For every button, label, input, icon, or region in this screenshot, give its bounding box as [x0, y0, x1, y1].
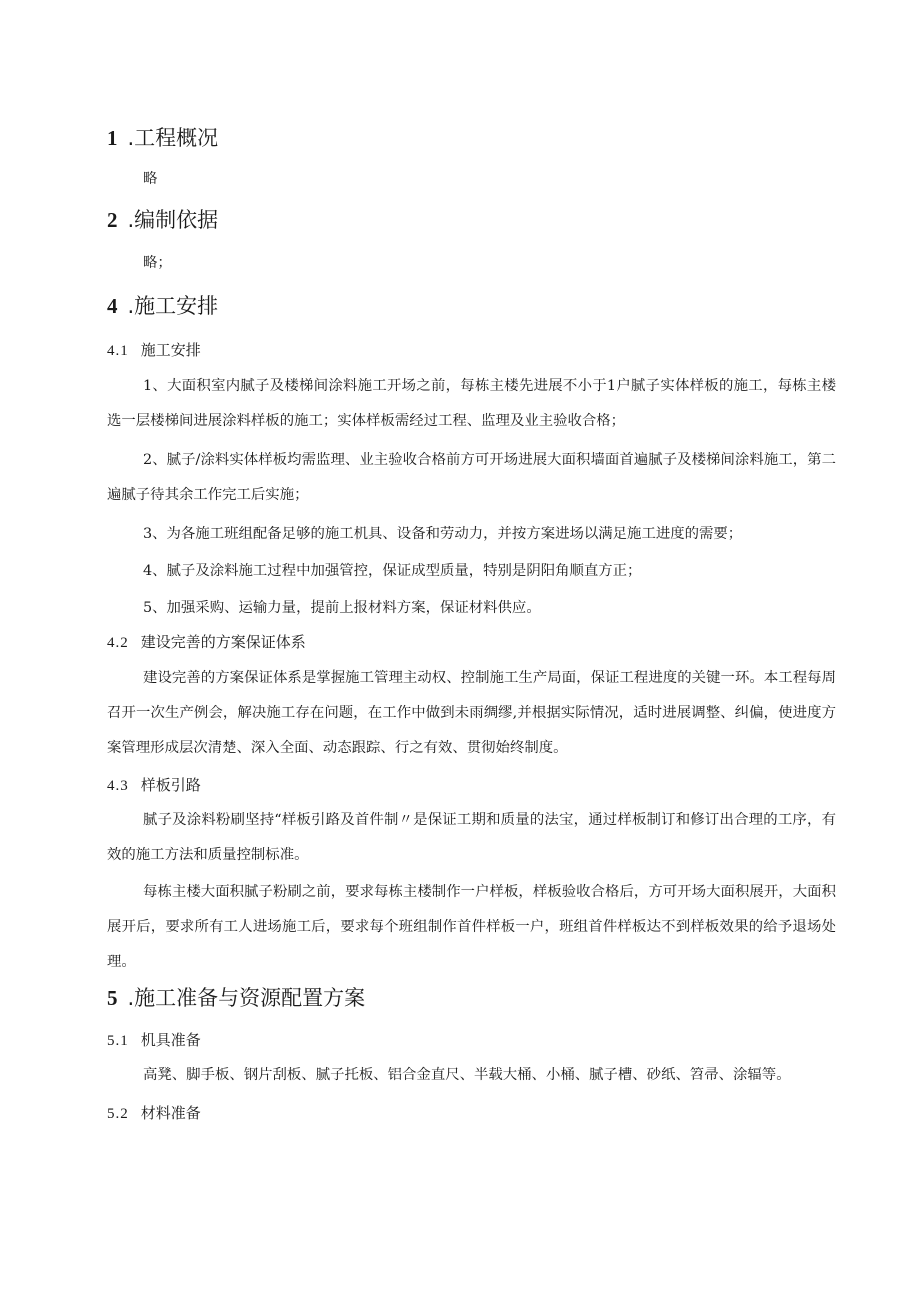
- subsection-5-2-heading: [107, 1103, 201, 1124]
- section-title: .施工准备与资源配置方案: [127, 986, 366, 1010]
- section-number: 1: [107, 126, 118, 150]
- subsection-number: 5.1: [107, 1033, 129, 1049]
- section-1-body: 略: [143, 171, 158, 187]
- section-4-heading: [107, 292, 218, 320]
- section-title: .工程概况: [127, 126, 219, 150]
- section-number: 2: [107, 208, 118, 232]
- paragraph-4-1-5: 5、加强采购、运输力量，提前上报材料方案，保证材料供应。: [143, 600, 541, 616]
- section-5-heading: [107, 984, 365, 1012]
- paragraph-4-1-1: 1、大面积室内腻子及楼梯间涂料施工开场之前，每栋主楼先进展不小于1户腻子实体样板的施工，每栋主楼选一层楼梯间进展涂料样板的施工；实体样板需经过工程、监理及业主验收合格；: [107, 378, 836, 429]
- subsection-title: 建设完善的方案保证体系: [140, 633, 306, 651]
- subsection-number: 4.1: [107, 343, 129, 359]
- paragraph-4-2-1: 建设完善的方案保证体系是掌握施工管理主动权、控制施工生产局面，保证工程进度的关键一环。本工程每周召开一次生产例会，解决施工存在问题，在工作中做到未雨绸缪,并根据实际情况，适时进展调整、纠偏，使进度方案管理形成层次清楚、深入全面、动态跟踪、行之有效、贯彻始终制度。: [107, 670, 836, 756]
- paragraph-4-1-3: 3、为各施工班组配备足够的施工机具、设备和劳动力，并按方案进场以满足施工进度的需要；: [143, 526, 743, 542]
- subsection-number: 4.3: [107, 778, 129, 794]
- section-number: 4: [107, 294, 118, 318]
- section-2-body: 略；: [143, 255, 172, 271]
- subsection-4-3-heading: [107, 775, 201, 796]
- section-title: .编制依据: [127, 208, 219, 232]
- paragraph-5-1-1: 高凳、脚手板、钢片刮板、腻子托板、铝合金直尺、半载大桶、小桶、腻子槽、砂纸、笤帚、涂辐等。: [143, 1067, 791, 1083]
- paragraph-4-3-1: 腻子及涂料粉刷坚持“样板引路及首件制〃是保证工期和质量的法宝，通过样板制订和修订出合理的工序，有效的施工方法和质量控制标准。: [107, 812, 836, 863]
- section-title: .施工安排: [127, 294, 219, 318]
- paragraph-4-1-2: 2、腻子/涂料实体样板均需监理、业主验收合格前方可开场进展大面积墙面首遍腻子及楼梯间涂料施工，第二遍腻子待其余工作完工后实施；: [107, 452, 836, 503]
- subsection-title: 施工安排: [140, 341, 201, 359]
- section-number: 5: [107, 986, 118, 1010]
- section-1-heading: [107, 124, 218, 152]
- subsection-title: 机具准备: [140, 1031, 201, 1049]
- subsection-number: 5.2: [107, 1106, 129, 1122]
- section-2-heading: [107, 206, 218, 234]
- subsection-title: 样板引路: [140, 776, 201, 794]
- paragraph-4-3-2: 每栋主楼大面积腻子粉刷之前，要求每栋主楼制作一户样板，样板验收合格后，方可开场大面积展开，大面积展开后，要求所有工人进场施工后，要求每个班组制作首件样板一户，班组首件样板达不到样板效果的给予退场处理。: [107, 884, 836, 970]
- subsection-5-1-heading: [107, 1030, 201, 1051]
- subsection-title: 材料准备: [140, 1104, 201, 1122]
- subsection-4-2-heading: [107, 632, 306, 653]
- paragraph-4-1-4: 4、腻子及涂料施工过程中加强管控，保证成型质量，特别是阴阳角顺直方正；: [143, 563, 642, 579]
- subsection-number: 4.2: [107, 635, 129, 651]
- subsection-4-1-heading: [107, 340, 201, 361]
